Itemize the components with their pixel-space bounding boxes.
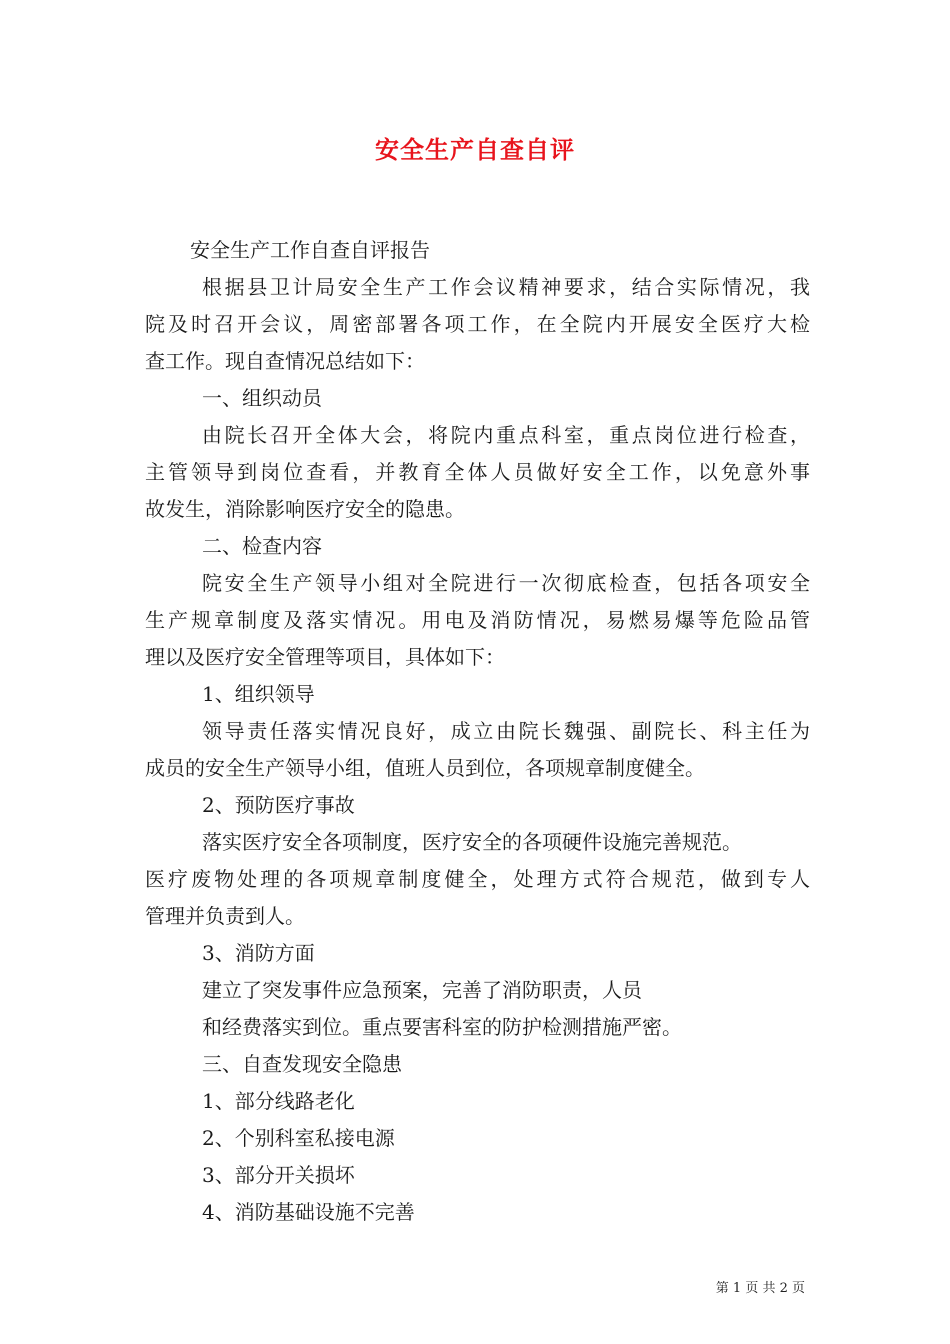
section-heading: 一、组织动员	[202, 386, 322, 410]
paragraph-line: 由院长召开全体大会，将院内重点科室，重点岗位进行检查，	[202, 423, 810, 447]
paragraph-line: 落实医疗安全各项制度，医疗安全的各项硬件设施完善规范。	[202, 830, 742, 854]
page-number: 第 1 页 共 2 页	[715, 1281, 805, 1296]
paragraph-line: 医疗废物处理的各项规章制度健全，处理方式符合规范，做到专人	[145, 867, 810, 891]
paragraph-line: 查工作。现自查情况总结如下：	[145, 349, 425, 373]
paragraph-line: 建立了突发事件应急预案，完善了消防职责，人员	[202, 978, 642, 1002]
subsection-heading: 2、预防医疗事故	[202, 793, 355, 817]
paragraph-line: 管理并负责到人。	[145, 904, 305, 928]
paragraph-line: 院安全生产领导小组对全院进行一次彻底检查，包括各项安全	[202, 571, 810, 595]
list-item: 2、个别科室私接电源	[202, 1126, 395, 1150]
paragraph-line: 和经费落实到位。重点要害科室的防护检测措施严密。	[202, 1015, 682, 1039]
section-heading: 三、自查发现安全隐患	[202, 1052, 402, 1076]
document-title: 安全生产自查自评	[375, 135, 575, 164]
paragraph-line: 理以及医疗安全管理等项目，具体如下：	[145, 645, 505, 669]
subsection-heading: 1、组织领导	[202, 682, 315, 706]
report-subtitle: 安全生产工作自查自评报告	[190, 238, 430, 262]
section-heading: 二、检查内容	[202, 534, 322, 558]
list-item: 1、部分线路老化	[202, 1089, 355, 1113]
document-body	[145, 232, 810, 1231]
paragraph-line: 生产规章制度及落实情况。用电及消防情况，易燃易爆等危险品管	[145, 608, 810, 632]
paragraph-line: 领导责任落实情况良好，成立由院长魏强、副院长、科主任为	[202, 719, 810, 743]
paragraph-line: 根据县卫计局安全生产工作会议精神要求，结合实际情况，我	[202, 275, 810, 299]
list-item: 3、部分开关损坏	[202, 1163, 355, 1187]
paragraph-line: 院及时召开会议，周密部署各项工作，在全院内开展安全医疗大检	[145, 312, 810, 336]
list-item: 4、消防基础设施不完善	[202, 1200, 415, 1224]
subsection-heading: 3、消防方面	[202, 941, 315, 965]
paragraph-line: 主管领导到岗位查看，并教育全体人员做好安全工作，以免意外事	[145, 460, 810, 484]
paragraph-line: 成员的安全生产领导小组，值班人员到位，各项规章制度健全。	[145, 756, 705, 780]
paragraph-line: 故发生，消除影响医疗安全的隐患。	[145, 497, 465, 521]
